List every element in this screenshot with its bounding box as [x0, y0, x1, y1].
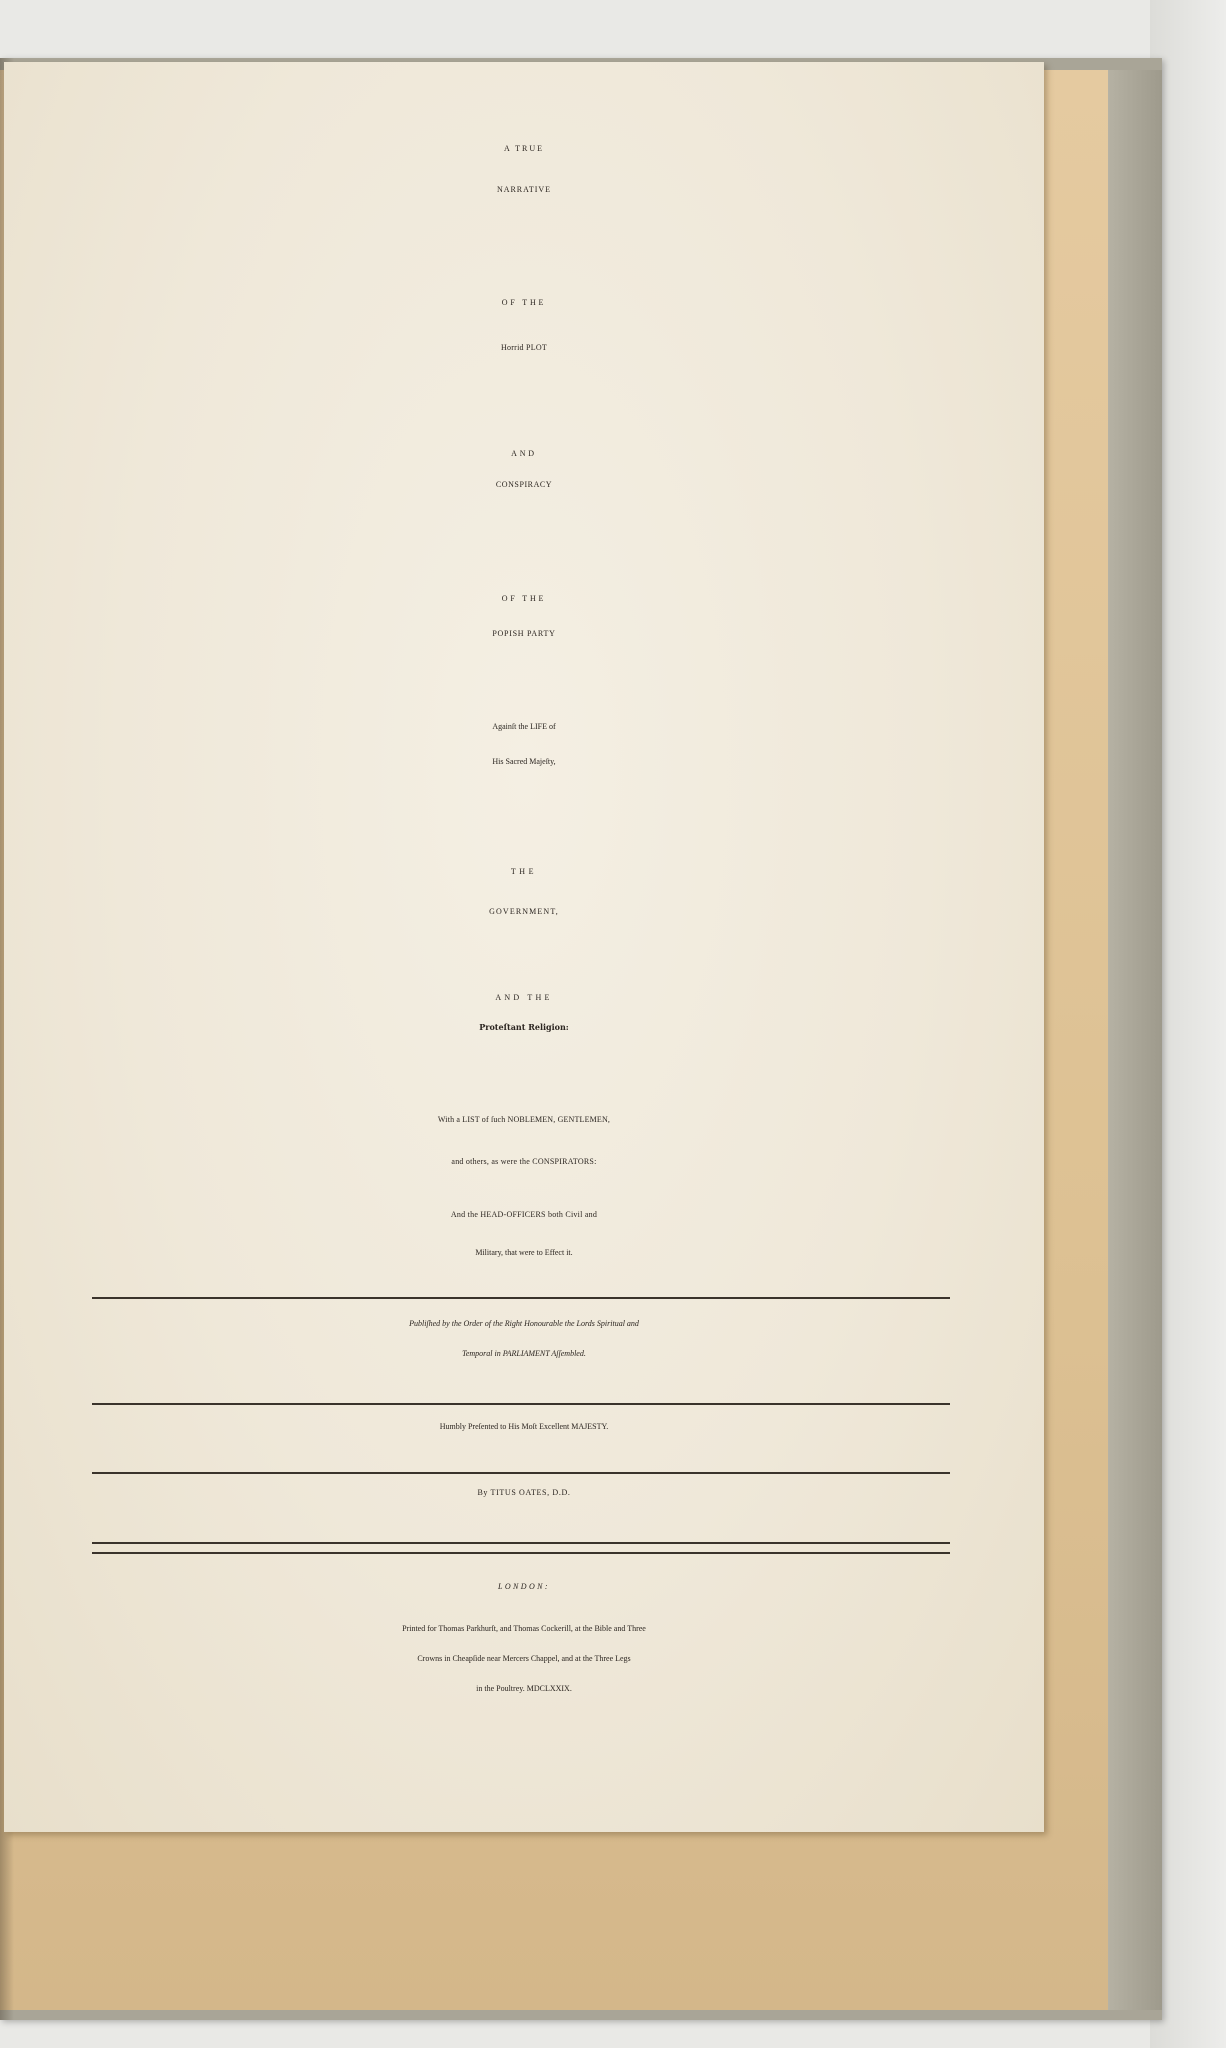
- rule-2: [92, 1403, 950, 1405]
- line-humbly-presented: Humbly Preſented to His Moſt Excellent MAJESTY.: [439, 1422, 609, 1431]
- line-imprint-3: in the Poultrey. MDCLXXIX.: [476, 1684, 572, 1693]
- line-narrative: NARRATIVE: [497, 185, 551, 194]
- line-conspiracy: CONSPIRACY: [495, 480, 553, 489]
- line-a-true: A TRUE: [503, 144, 545, 153]
- line-london: LONDON:: [498, 1582, 550, 1591]
- line-author: By TITUS OATES, D.D.: [477, 1488, 571, 1497]
- rule-1: [92, 1297, 950, 1299]
- line-his-sacred-majesty: His Sacred Majeſty,: [492, 757, 556, 766]
- line-with-a-list: With a LIST of ſuch NOBLEMEN, GENTLEMEN,: [437, 1115, 611, 1124]
- book-board-edge: [1105, 70, 1162, 2010]
- line-published-1: Publiſhed by the Order of the Right Honourable the Lords Spiritual and: [409, 1319, 639, 1328]
- line-government: GOVERNMENT,: [489, 907, 559, 916]
- line-published-2: Temporal in PARLIAMENT Aſſembled.: [462, 1349, 586, 1358]
- line-military: Military, that were to Effect it.: [475, 1248, 573, 1257]
- line-and-others: and others, as were the CONSPIRATORS:: [451, 1157, 597, 1166]
- title-page: [4, 62, 1044, 1832]
- line-imprint-2: Crowns in Cheapſide near Mercers Chappel, and at the Three Legs: [417, 1654, 631, 1663]
- line-and-the: AND THE: [495, 993, 553, 1002]
- line-of-the-2: OF THE: [501, 594, 547, 603]
- line-and-1: AND: [511, 449, 537, 458]
- rule-4: [92, 1542, 950, 1544]
- line-against-life: Againſt the LIFE of: [492, 722, 556, 731]
- rule-3: [92, 1472, 950, 1474]
- line-head-officers: And the HEAD-OFFICERS both Civil and: [450, 1210, 598, 1219]
- line-protestant-religion: Proteſtant Religion:: [479, 1022, 569, 1032]
- line-imprint-1: Printed for Thomas Parkhurſt, and Thomas Cockerill, at the Bible and Three: [402, 1624, 646, 1633]
- line-of-the-1: OF THE: [501, 298, 547, 307]
- line-the: THE: [510, 867, 538, 876]
- rule-5: [92, 1552, 950, 1554]
- line-horrid-plot: Horrid PLOT: [501, 343, 547, 352]
- line-popish-party: POPISH PARTY: [492, 629, 556, 638]
